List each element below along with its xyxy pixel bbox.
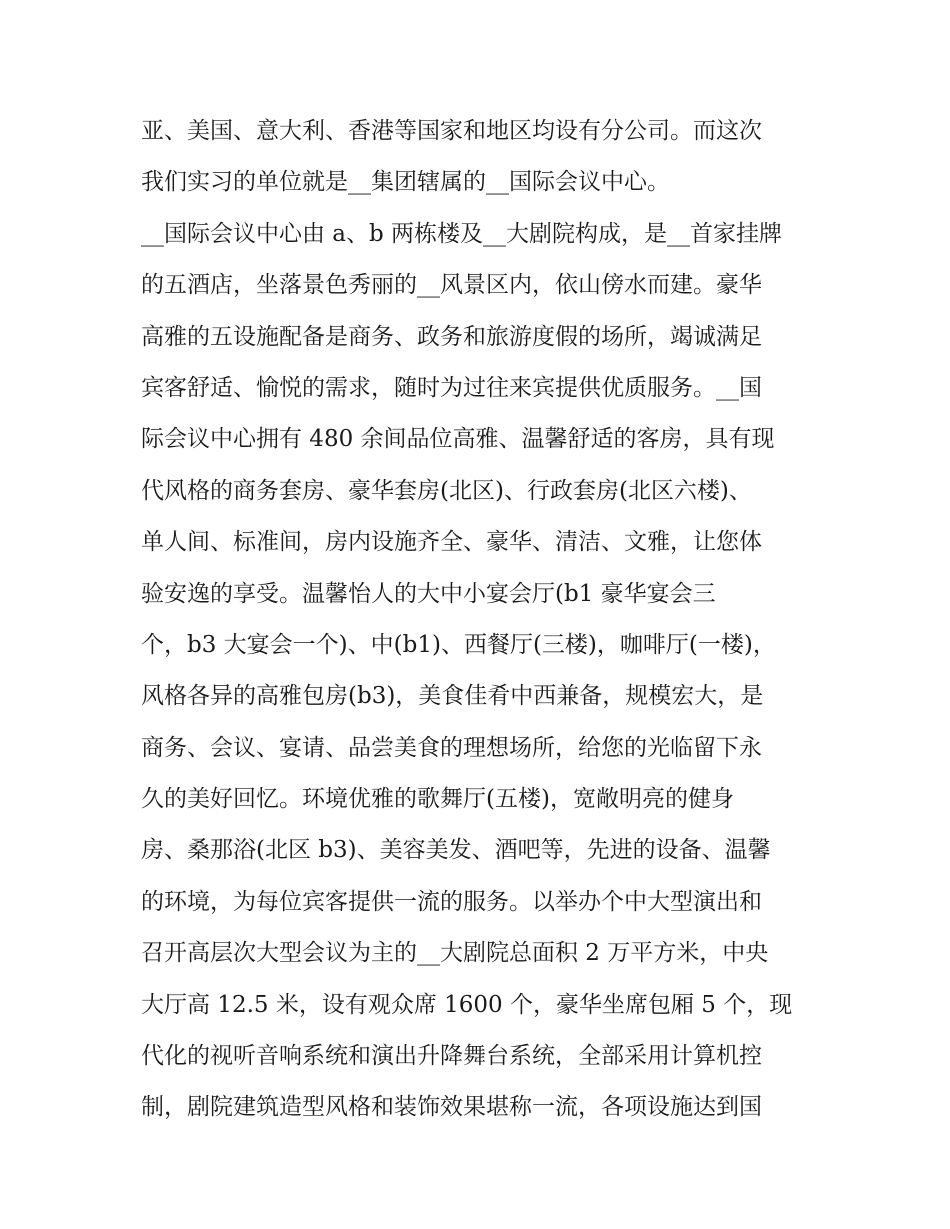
text-line: 际会议中心拥有 480 余间品位高雅、温馨舒适的客房，具有现 (141, 426, 775, 453)
text-line: 宾客舒适、愉悦的需求，随时为过往来宾提供优质服务。__国 (141, 374, 762, 401)
text-line: 验安逸的享受。温馨怡人的大中小宴会厅(b1 豪华宴会三 (141, 580, 716, 607)
text-line: 久的美好回忆。环境优雅的歌舞厅(五楼)，宽敞明亮的健身 (141, 786, 734, 813)
text-line: 我们实习的单位就是__集团辖属的__国际会议中心。 (141, 169, 670, 196)
text-line: 房、桑那浴(北区 b3)、美容美发、酒吧等，先进的设备、温馨 (141, 837, 771, 864)
text-line: 个，b3 大宴会一个)、中(b1)、西餐厅(三楼)，咖啡厅(一楼)， (141, 631, 776, 658)
text-line: 高雅的五设施配备是商务、政务和旅游度假的场所，竭诚满足 (141, 323, 762, 350)
text-line: 的五酒店，坐落景色秀丽的__风景区内，依山傍水而建。豪华 (141, 272, 762, 299)
text-line: 风格各异的高雅包房(b3)，美食佳肴中西兼备，规模宏大，是 (141, 683, 764, 710)
text-line: __国际会议中心由 a、b 两栋楼及__大剧院构成，是__首家挂牌 (141, 220, 783, 247)
text-line: 大厅高 12.5 米，设有观众席 1600 个，豪华坐席包厢 5 个，现 (141, 991, 793, 1018)
text-line: 商务、会议、宴请、品尝美食的理想场所，给您的光临留下永 (141, 734, 762, 761)
text-line: 的环境，为每位宾客提供一流的服务。以举办个中大型演出和 (141, 888, 762, 915)
text-line: 亚、美国、意大利、香港等国家和地区均设有分公司。而这次 (141, 118, 762, 144)
body-text (141, 106, 821, 1134)
text-line: 召开高层次大型会议为主的__大剧院总面积 2 万平方米，中央 (141, 940, 769, 967)
text-line: 单人间、标准间，房内设施齐全、豪华、清洁、文雅，让您体 (141, 529, 762, 556)
text-line: 代化的视听音响系统和演出升降舞台系统，全部采用计算机控 (141, 1043, 762, 1070)
text-line: 代风格的商务套房、豪华套房(北区)、行政套房(北区六楼)、 (141, 477, 752, 504)
text-line: 制，剧院建筑造型风格和装饰效果堪称一流，各项设施达到国 (141, 1094, 762, 1121)
